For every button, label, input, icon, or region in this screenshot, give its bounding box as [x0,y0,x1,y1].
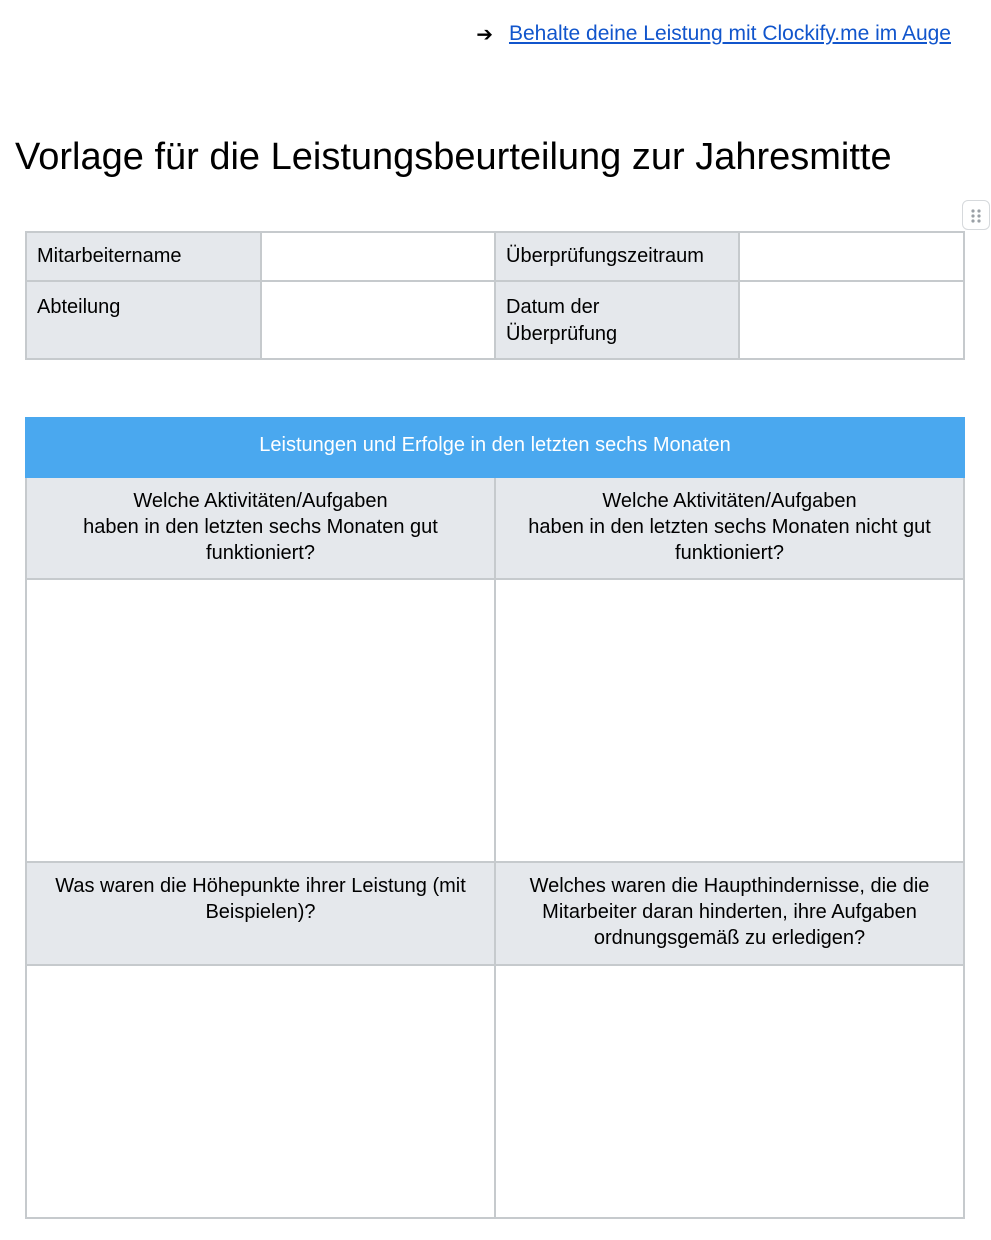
employee-info-table [25,231,965,360]
table-row [26,965,964,1218]
table-row [26,862,964,965]
top-link [476,22,951,46]
employee-name-label: Mitarbeitername [26,232,261,281]
performance-table [25,417,965,1219]
table-row [26,418,964,477]
employee-name-field[interactable] [261,232,495,281]
question-did-not-work: Welche Aktivitäten/Aufgaben haben in den letzten sechs Monaten nicht gut funktioniert? [495,477,964,579]
answer-highlights[interactable] [26,965,495,1218]
question-worked-well: Welche Aktivitäten/Aufgaben haben in den letzten sechs Monaten gut funktioniert? [26,477,495,579]
table-row [26,477,964,579]
page-title: Vorlage für die Leistungsbeurteilung zur Jahresmitte [15,136,892,178]
answer-did-not-work[interactable] [495,579,964,862]
table-row [26,281,964,359]
review-period-field[interactable] [739,232,964,281]
department-field[interactable] [261,281,495,359]
drag-handle-icon [970,208,982,224]
table-drag-handle[interactable] [962,200,990,230]
clockify-link[interactable]: Behalte deine Leistung mit Clockify.me im Auge [508,22,951,45]
department-label: Abteilung [26,281,261,359]
review-date-field[interactable] [739,281,964,359]
answer-worked-well[interactable] [26,579,495,862]
review-date-label: Datum der Überprüfung [495,281,739,359]
question-highlights: Was waren die Höhepunkte ihrer Leistung (mit Beispielen)? [26,862,495,965]
answer-obstacles[interactable] [495,965,964,1218]
arrow-right-icon: ➔ [476,22,493,46]
review-period-label: Überprüfungszeitraum [495,232,739,281]
table-row [26,579,964,862]
performance-table-header: Leistungen und Erfolge in den letzten sechs Monaten [26,418,964,477]
table-row [26,232,964,281]
question-obstacles: Welches waren die Haupthindernisse, die die Mitarbeiter daran hinderten, ihre Aufgaben ordnungsgemäß zu erledigen? [495,862,964,965]
